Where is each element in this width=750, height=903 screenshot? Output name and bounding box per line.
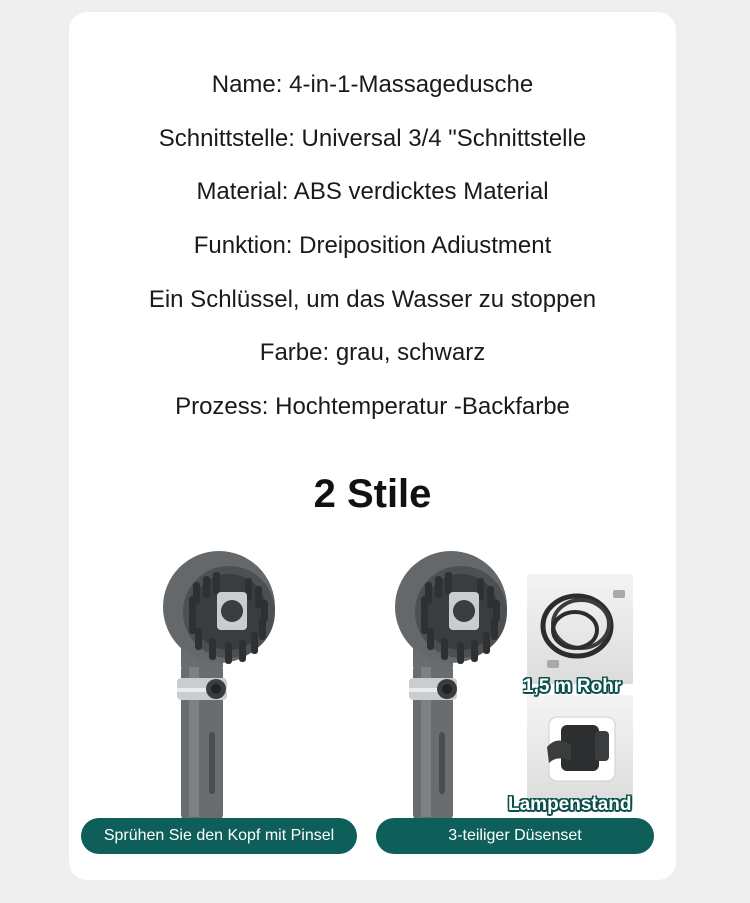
spec-interface: Schnittstelle: Universal 3/4 "Schnittstelle <box>158 124 587 152</box>
product-info-card <box>69 12 676 880</box>
hose-label: 1,5 m Rohr <box>523 676 622 697</box>
spec-material: Material: ABS verdicktes Material <box>196 178 549 206</box>
spec-list <box>69 70 676 446</box>
style-nozzle-set-image <box>375 542 665 822</box>
holder-image <box>527 695 633 805</box>
spec-process: Prozess: Hochtemperatur -Backfarbe <box>175 393 570 421</box>
holder-icon <box>527 695 633 805</box>
hose-icon <box>527 574 633 684</box>
spec-color: Farbe: grau, schwarz <box>259 339 486 367</box>
shower-head-nozzle-icon <box>375 542 525 822</box>
holder-label: Lampenstand <box>508 794 632 815</box>
spec-function: Funktion: Dreiposition Adiustment <box>193 232 552 260</box>
section-title: 2 Stile <box>313 472 432 516</box>
spec-name: Name: 4-in-1-Massagedusche <box>211 71 534 98</box>
hose-image <box>527 574 633 684</box>
style-brush-image <box>79 542 359 822</box>
shower-head-brush-icon <box>79 542 359 822</box>
spec-stop-key: Ein Schlüssel, um das Wasser zu stoppen <box>148 285 597 313</box>
style-nozzle-caption: 3-teiliger Düsenset <box>376 818 654 854</box>
style-brush-caption: Sprühen Sie den Kopf mit Pinsel <box>81 818 357 854</box>
